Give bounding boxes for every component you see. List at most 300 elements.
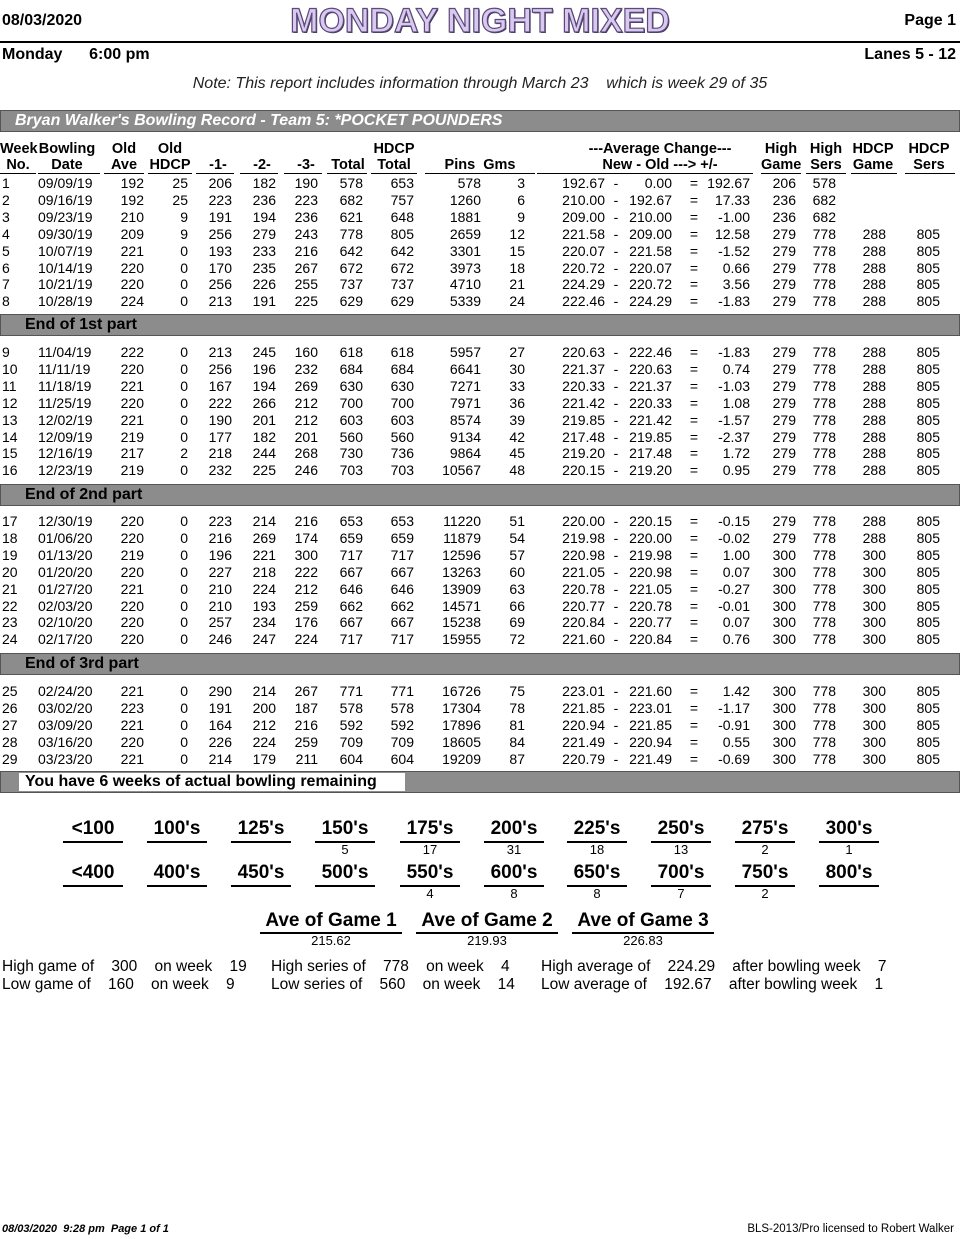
- table-row: [0, 564, 960, 581]
- table-cell: 221: [120, 750, 144, 767]
- table-cell: =: [689, 631, 699, 648]
- table-cell: 7971: [449, 394, 481, 411]
- table-cell: 19209: [442, 750, 481, 767]
- table-cell: 653: [390, 175, 414, 191]
- table-cell: 210.00: [629, 208, 672, 225]
- table-cell: 220.84: [562, 614, 605, 631]
- table-cell: -: [613, 394, 619, 411]
- table-cell: 15: [2, 445, 18, 462]
- table-cell: 200: [252, 699, 276, 716]
- table-cell: 220.98: [562, 546, 605, 563]
- game-average-value: 226.83: [623, 933, 663, 948]
- table-cell: 288: [862, 225, 886, 242]
- table-cell: 805: [916, 683, 940, 699]
- table-cell: 6641: [449, 360, 481, 377]
- table-cell: 224.29: [562, 276, 605, 293]
- table-cell: 646: [339, 580, 363, 597]
- low-average-stat: Low average of 192.67 after bowling week 1: [541, 976, 884, 993]
- table-cell: -: [613, 716, 619, 733]
- table-cell: 259: [294, 597, 318, 614]
- table-cell: 233: [252, 242, 276, 259]
- table-cell: 221.85: [629, 716, 672, 733]
- table-cell: 300: [772, 733, 796, 750]
- col-header: High: [764, 141, 798, 157]
- distribution-count: 13: [673, 842, 689, 857]
- table-cell: 194: [252, 208, 276, 225]
- table-cell: 0.07: [722, 614, 750, 631]
- table-cell: 805: [916, 276, 940, 293]
- table-cell: 667: [390, 614, 414, 631]
- table-cell: -: [613, 428, 619, 445]
- table-cell: 648: [390, 208, 414, 225]
- header-underline: [38, 173, 100, 174]
- distribution-label: 200's: [490, 818, 538, 839]
- table-cell: 279: [772, 377, 796, 394]
- table-cell: -1.83: [718, 344, 750, 360]
- table-cell: 0: [180, 428, 188, 445]
- table-cell: -: [613, 580, 619, 597]
- table-cell: 805: [916, 750, 940, 767]
- table-cell: =: [689, 276, 699, 293]
- table-cell: 78: [509, 699, 525, 716]
- table-row: [0, 513, 960, 530]
- table-cell: 11: [2, 377, 17, 394]
- table-cell: 201: [252, 411, 276, 428]
- table-cell: 220.79: [562, 750, 605, 767]
- table-cell: 0: [180, 411, 188, 428]
- table-cell: 196: [252, 360, 276, 377]
- distribution-label: <100: [71, 818, 115, 839]
- table-cell: 256: [208, 360, 232, 377]
- table-cell: 0.74: [722, 360, 750, 377]
- distribution-underline: [819, 885, 879, 887]
- table-cell: 23: [2, 614, 18, 631]
- table-cell: 167: [208, 377, 232, 394]
- distribution-label: 700's: [657, 862, 705, 883]
- table-cell: 667: [339, 563, 363, 580]
- table-cell: 0: [180, 733, 188, 750]
- table-cell: 0.66: [722, 259, 750, 276]
- table-cell: 13: [2, 411, 18, 428]
- table-cell: 288: [862, 293, 886, 310]
- distribution-underline: [315, 885, 375, 887]
- table-cell: 25: [172, 191, 188, 208]
- table-cell: 300: [294, 546, 318, 563]
- table-cell: 684: [339, 360, 363, 377]
- table-cell: 220.07: [562, 242, 605, 259]
- table-cell: 578: [339, 699, 363, 716]
- table-cell: 805: [916, 411, 940, 428]
- table-cell: 778: [812, 411, 836, 428]
- table-cell: 778: [339, 225, 363, 242]
- table-cell: =: [689, 597, 699, 614]
- table-cell: 805: [916, 614, 940, 631]
- table-cell: 220.15: [562, 462, 605, 479]
- table-cell: -: [613, 259, 619, 276]
- distribution-count: 5: [341, 842, 349, 857]
- table-cell: 221.58: [629, 242, 672, 259]
- table-cell: 288: [862, 462, 886, 479]
- table-cell: 13263: [442, 563, 481, 580]
- table-cell: 216: [294, 242, 318, 259]
- table-cell: 805: [916, 733, 940, 750]
- table-cell: 221: [120, 683, 144, 699]
- table-cell: 03/16/20: [38, 733, 93, 750]
- table-cell: 279: [772, 513, 796, 529]
- table-cell: 0: [180, 546, 188, 563]
- table-cell: 279: [772, 259, 796, 276]
- table-cell: 7: [2, 276, 10, 293]
- table-cell: 236: [772, 208, 796, 225]
- table-cell: 48: [509, 462, 525, 479]
- table-cell: 223: [120, 699, 144, 716]
- table-cell: 682: [812, 191, 836, 208]
- table-cell: 194: [252, 377, 276, 394]
- table-cell: 0: [180, 580, 188, 597]
- table-cell: 212: [294, 411, 318, 428]
- table-cell: 288: [862, 377, 886, 394]
- table-cell: 1.72: [722, 445, 750, 462]
- table-cell: 6: [2, 259, 10, 276]
- table-cell: 709: [339, 733, 363, 750]
- table-cell: 02/10/20: [38, 614, 93, 631]
- table-cell: 267: [294, 259, 318, 276]
- table-row: [0, 361, 960, 378]
- table-row: [0, 598, 960, 615]
- table-cell: -: [613, 597, 619, 614]
- table-cell: 18: [2, 529, 18, 546]
- table-cell: 17: [2, 513, 18, 529]
- table-cell: 778: [812, 428, 836, 445]
- header-underline: [240, 173, 278, 174]
- table-cell: 33: [509, 377, 525, 394]
- table-cell: 717: [390, 631, 414, 648]
- table-cell: 221: [120, 716, 144, 733]
- table-cell: 1881: [449, 208, 481, 225]
- table-cell: 15955: [442, 631, 481, 648]
- table-cell: 717: [339, 631, 363, 648]
- table-cell: 603: [390, 411, 414, 428]
- table-cell: 206: [208, 175, 232, 191]
- table-cell: 8: [2, 293, 10, 310]
- table-cell: 288: [862, 344, 886, 360]
- table-cell: 221: [120, 580, 144, 597]
- table-cell: =: [689, 377, 699, 394]
- col-header: Sers: [913, 157, 945, 173]
- table-cell: 578: [339, 175, 363, 191]
- table-cell: 300: [862, 614, 886, 631]
- distribution-label: <400: [71, 862, 115, 883]
- table-cell: 29: [2, 750, 18, 767]
- table-cell: 246: [208, 631, 232, 648]
- table-cell: 09/30/19: [38, 225, 93, 242]
- table-cell: 279: [772, 242, 796, 259]
- table-cell: 220: [120, 513, 144, 529]
- distribution-label: 125's: [237, 818, 285, 839]
- table-row: [0, 631, 960, 648]
- header-underline: [371, 173, 417, 174]
- col-header: Game: [852, 157, 894, 173]
- table-cell: 220: [120, 597, 144, 614]
- table-cell: 10/21/19: [38, 276, 93, 293]
- table-cell: 300: [862, 631, 886, 648]
- table-cell: 778: [812, 631, 836, 648]
- col-header: Game: [761, 157, 802, 173]
- table-cell: 221.37: [629, 377, 672, 394]
- table-cell: 11220: [443, 513, 481, 529]
- table-cell: 221.42: [629, 411, 672, 428]
- col-header-avg-new-old: New - Old ---> +/-: [602, 157, 718, 173]
- table-cell: 1260: [449, 191, 481, 208]
- table-cell: 223: [294, 191, 318, 208]
- table-cell: 224: [294, 631, 318, 648]
- table-cell: 300: [772, 750, 796, 767]
- distribution-label: 225's: [573, 818, 621, 839]
- distribution-label: 300's: [825, 818, 873, 839]
- table-cell: 778: [812, 683, 836, 699]
- table-cell: -1.17: [718, 699, 750, 716]
- table-cell: 778: [812, 597, 836, 614]
- distribution-count: 17: [422, 842, 438, 857]
- table-cell: 578: [812, 175, 836, 191]
- table-cell: 0: [180, 513, 188, 529]
- header-underline: [761, 173, 801, 174]
- table-cell: 604: [339, 750, 363, 767]
- table-row: [0, 192, 960, 209]
- table-cell: 216: [208, 529, 232, 546]
- table-cell: 18: [509, 259, 525, 276]
- table-cell: 160: [294, 344, 318, 360]
- game-average-value: 219.93: [467, 933, 507, 948]
- table-cell: 222.46: [629, 344, 672, 360]
- table-cell: -: [613, 513, 619, 529]
- table-cell: 256: [208, 225, 232, 242]
- table-cell: 220: [120, 733, 144, 750]
- table-cell: 630: [390, 377, 414, 394]
- table-cell: 672: [339, 259, 363, 276]
- table-cell: -1.03: [718, 377, 750, 394]
- table-cell: 220.78: [562, 580, 605, 597]
- table-cell: =: [689, 733, 699, 750]
- table-cell: 11/11/19: [38, 360, 91, 377]
- table-cell: 01/27/20: [38, 580, 93, 597]
- table-cell: 279: [252, 225, 276, 242]
- table-cell: -: [613, 750, 619, 767]
- table-row: [0, 751, 960, 768]
- table-cell: 642: [390, 242, 414, 259]
- table-cell: 288: [862, 529, 886, 546]
- lanes: Lanes 5 - 12: [864, 46, 956, 63]
- table-cell: 300: [772, 546, 796, 563]
- table-cell: 25: [2, 683, 18, 699]
- table-cell: 15: [509, 242, 525, 259]
- table-cell: =: [689, 428, 699, 445]
- table-cell: 179: [252, 750, 276, 767]
- section-end-label: End of 3rd part: [25, 655, 139, 672]
- table-cell: 653: [339, 513, 363, 529]
- table-cell: =: [689, 411, 699, 428]
- table-row: [0, 530, 960, 547]
- table-cell: 87: [509, 750, 525, 767]
- table-cell: 220.84: [629, 631, 672, 648]
- table-cell: 18605: [442, 733, 481, 750]
- table-cell: -: [613, 225, 619, 242]
- table-cell: 778: [812, 513, 836, 529]
- table-cell: 219.85: [629, 428, 672, 445]
- table-cell: 24: [509, 293, 525, 310]
- table-cell: -: [613, 276, 619, 293]
- table-cell: =: [689, 563, 699, 580]
- table-cell: =: [689, 716, 699, 733]
- table-cell: 778: [812, 699, 836, 716]
- table-cell: 592: [339, 716, 363, 733]
- table-cell: 36: [509, 394, 525, 411]
- col-header-avg-change: ---Average Change---: [588, 141, 732, 157]
- table-cell: =: [689, 683, 699, 699]
- table-cell: 805: [916, 377, 940, 394]
- table-cell: 220: [120, 360, 144, 377]
- table-cell: 211: [295, 750, 318, 767]
- table-cell: 221.58: [562, 225, 605, 242]
- table-cell: 0.95: [722, 462, 750, 479]
- table-cell: 778: [812, 716, 836, 733]
- table-cell: 300: [772, 716, 796, 733]
- table-cell: -1.57: [718, 411, 750, 428]
- table-cell: 771: [390, 683, 414, 699]
- table-cell: 224: [252, 733, 276, 750]
- table-cell: 30: [509, 360, 525, 377]
- section-end-bar: [0, 653, 960, 675]
- table-cell: 14571: [442, 597, 481, 614]
- league-title: MONDAY NIGHT MIXED: [290, 2, 670, 40]
- header-underline: [148, 173, 192, 174]
- table-cell: 5339: [449, 293, 481, 310]
- distribution-count: 4: [426, 886, 434, 901]
- table-cell: 737: [339, 276, 363, 293]
- table-cell: 12.58: [714, 225, 750, 242]
- distribution-label: 550's: [406, 862, 454, 883]
- table-cell: 219: [120, 462, 144, 479]
- table-cell: 10: [2, 360, 18, 377]
- col-header: Total: [331, 157, 365, 173]
- table-cell: 672: [390, 259, 414, 276]
- table-cell: 288: [862, 259, 886, 276]
- table-cell: -: [613, 360, 619, 377]
- distribution-label: 450's: [237, 862, 285, 883]
- table-cell: -: [613, 411, 619, 428]
- table-cell: 219.20: [562, 445, 605, 462]
- table-cell: 778: [812, 394, 836, 411]
- table-cell: 220: [120, 276, 144, 293]
- table-cell: 805: [916, 428, 940, 445]
- table-cell: 220.07: [629, 259, 672, 276]
- table-cell: -: [613, 344, 619, 360]
- table-cell: -: [613, 377, 619, 394]
- table-cell: 10/28/19: [38, 293, 93, 310]
- table-row: [0, 260, 960, 277]
- table-cell: =: [689, 191, 699, 208]
- header-underline: [537, 173, 753, 174]
- table-cell: 279: [772, 360, 796, 377]
- table-cell: 682: [339, 191, 363, 208]
- table-cell: 667: [339, 614, 363, 631]
- table-cell: 778: [812, 344, 836, 360]
- table-cell: 216: [294, 513, 318, 529]
- table-cell: 12/30/19: [38, 513, 93, 529]
- header-underline: [196, 173, 234, 174]
- table-cell: 578: [390, 699, 414, 716]
- table-cell: 667: [390, 563, 414, 580]
- table-cell: =: [689, 293, 699, 310]
- table-cell: 220.98: [629, 563, 672, 580]
- table-cell: 176: [294, 614, 318, 631]
- table-cell: -: [613, 462, 619, 479]
- table-cell: 28: [2, 733, 18, 750]
- table-cell: 300: [862, 580, 886, 597]
- table-cell: 805: [916, 394, 940, 411]
- table-cell: 0: [180, 462, 188, 479]
- table-cell: 220.63: [562, 344, 605, 360]
- table-cell: -0.02: [718, 529, 750, 546]
- table-cell: 209: [120, 225, 144, 242]
- table-cell: 219: [120, 428, 144, 445]
- distribution-label: 650's: [573, 862, 621, 883]
- table-cell: 560: [339, 428, 363, 445]
- table-cell: 778: [812, 259, 836, 276]
- table-cell: 288: [862, 513, 886, 529]
- table-cell: 778: [812, 225, 836, 242]
- table-row: [0, 717, 960, 734]
- table-cell: -: [613, 614, 619, 631]
- table-cell: 266: [252, 394, 276, 411]
- table-cell: 13909: [442, 580, 481, 597]
- table-cell: 15238: [442, 614, 481, 631]
- table-cell: 3: [2, 208, 10, 225]
- table-cell: 300: [772, 614, 796, 631]
- distribution-label: 250's: [657, 818, 705, 839]
- table-cell: 6: [517, 191, 525, 208]
- distribution-underline: [231, 885, 291, 887]
- table-cell: 560: [390, 428, 414, 445]
- distribution-underline: [147, 885, 207, 887]
- table-cell: 221.49: [562, 733, 605, 750]
- table-cell: 0: [180, 242, 188, 259]
- table-cell: -: [613, 733, 619, 750]
- table-cell: 778: [812, 614, 836, 631]
- table-cell: 0: [180, 563, 188, 580]
- table-cell: 219.98: [629, 546, 672, 563]
- page-number: Page 1: [904, 12, 956, 29]
- table-cell: 214: [208, 750, 232, 767]
- high-average-stat: High average of 224.29 after bowling week 7: [541, 958, 887, 975]
- col-header: Week No.: [0, 141, 38, 173]
- table-cell: 210: [120, 208, 144, 225]
- table-cell: 247: [252, 631, 276, 648]
- table-cell: 805: [916, 259, 940, 276]
- table-cell: 3301: [449, 242, 481, 259]
- col-header: -3-: [297, 157, 315, 173]
- table-cell: 218: [252, 563, 276, 580]
- table-cell: 11/25/19: [38, 394, 92, 411]
- table-cell: 2: [2, 191, 10, 208]
- table-row: [0, 429, 960, 446]
- table-cell: 236: [772, 191, 796, 208]
- table-cell: 730: [339, 445, 363, 462]
- table-cell: 778: [812, 377, 836, 394]
- table-cell: 182: [252, 428, 276, 445]
- table-cell: 0: [180, 344, 188, 360]
- table-cell: 21: [2, 580, 18, 597]
